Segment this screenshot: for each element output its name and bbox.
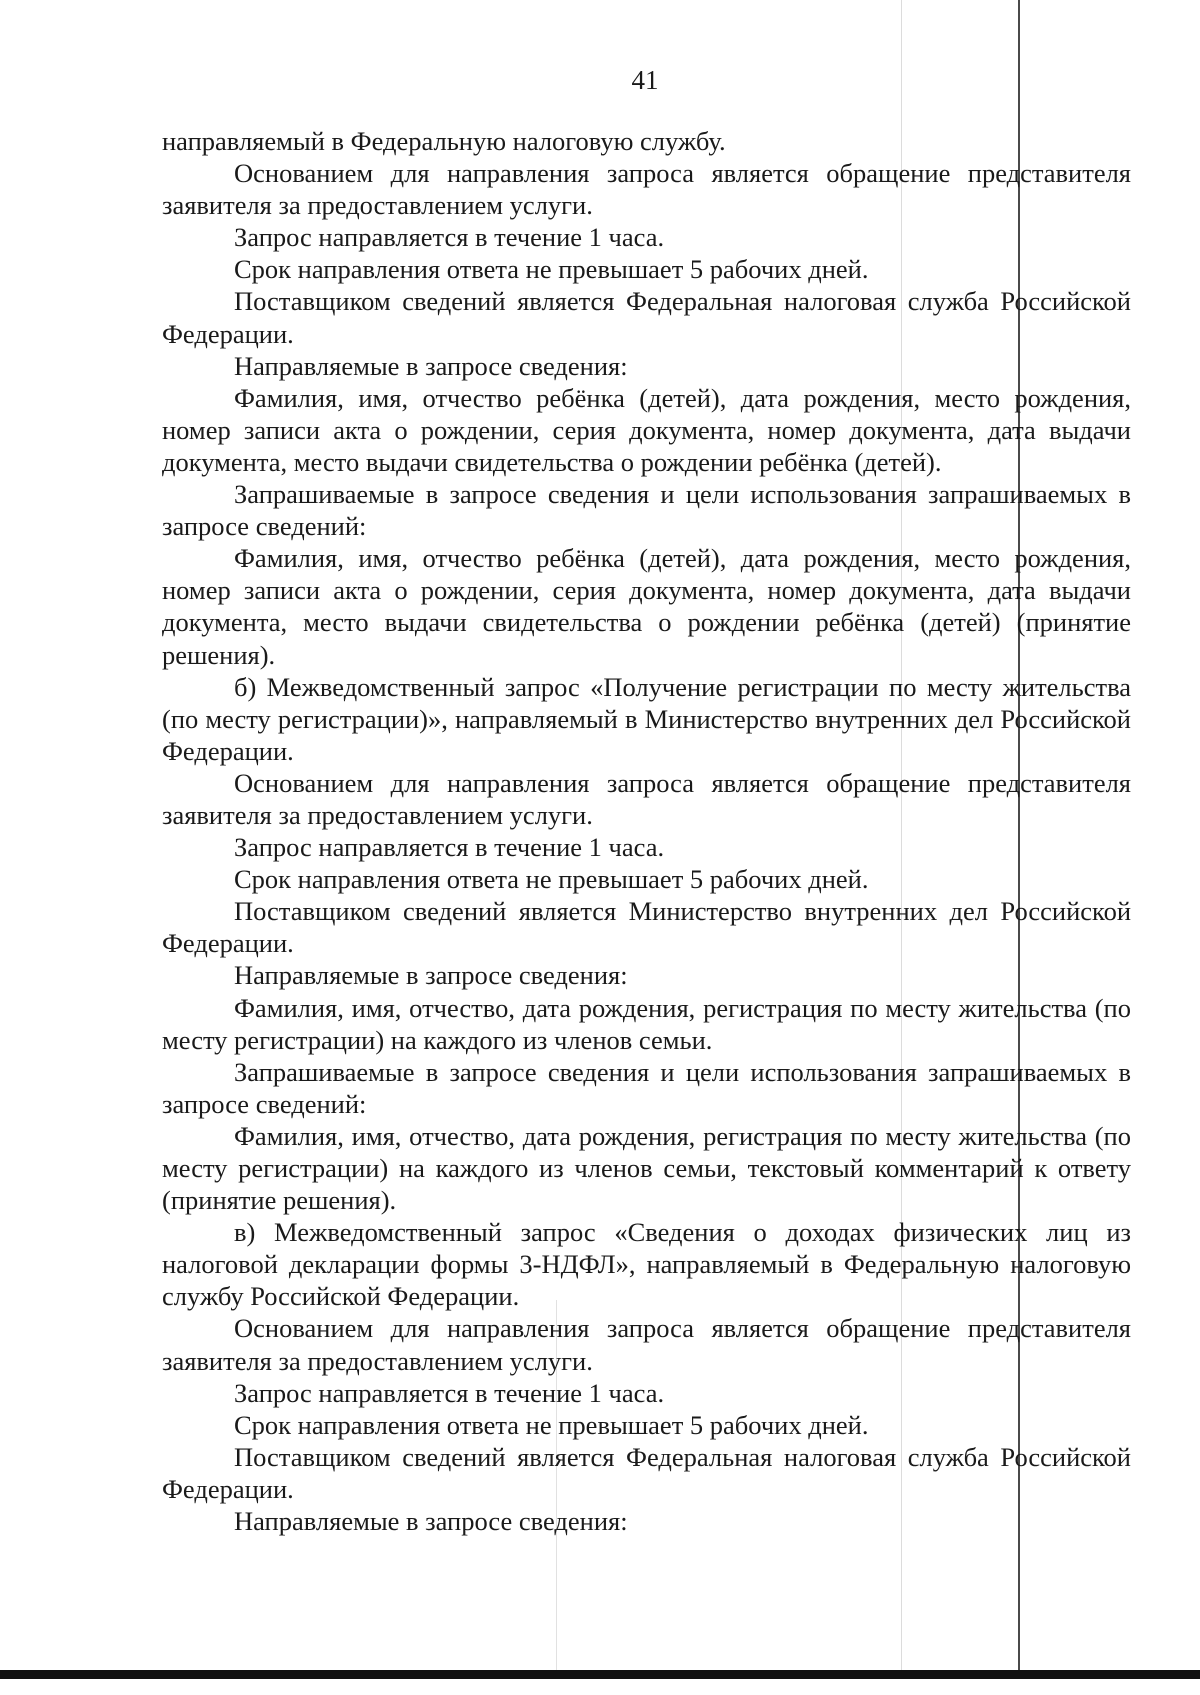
paragraph: Запрос направляется в течение 1 часа. bbox=[234, 832, 665, 863]
paragraph: Поставщиком сведений является Федеральная налоговая служба Российской Федерации. bbox=[162, 1441, 1131, 1504]
paragraph: Направляемые в запросе сведения: bbox=[234, 1506, 628, 1537]
paragraph: Запрашиваемые в запросе сведения и цели использования запрашиваемых в запросе сведений: bbox=[162, 479, 1131, 542]
paragraph: Фамилия, имя, отчество ребёнка (детей), дата рождения, место рождения, номер записи акта о рождении, серия документа, номер документа, дата выдачи документа, место выдачи свидетельства о рождении ребёнка (детей) (принятие решения). bbox=[162, 543, 1131, 670]
page-number: 41 bbox=[631, 65, 659, 95]
paragraph: Направляемые в запросе сведения: bbox=[234, 960, 628, 991]
paragraph: б) Межведомственный запрос «Получение регистрации по месту жительства (по месту регистрации)», направляемый в Министерство внутренних дел Российской Федерации. bbox=[162, 671, 1131, 766]
scan-border bbox=[0, 1670, 1200, 1679]
paragraph: Поставщиком сведений является Министерство внутренних дел Российской Федерации. bbox=[162, 896, 1131, 959]
paragraph: Срок направления ответа не превышает 5 рабочих дней. bbox=[234, 864, 869, 895]
document-body bbox=[162, 125, 1131, 1537]
paragraph: Основанием для направления запроса является обращение представителя заявителя за предоставлением услуги. bbox=[162, 158, 1131, 221]
paragraph: Поставщиком сведений является Федеральная налоговая служба Российской Федерации. bbox=[162, 286, 1131, 349]
paragraph: Запрашиваемые в запросе сведения и цели использования запрашиваемых в запросе сведений: bbox=[162, 1056, 1131, 1119]
paragraph: Фамилия, имя, отчество ребёнка (детей), дата рождения, место рождения, номер записи акта о рождении, серия документа, номер документа, дата выдачи документа, место выдачи свидетельства о рождении ребёнка (детей). bbox=[162, 382, 1131, 477]
paragraph: в) Межведомственный запрос «Сведения о доходах физических лиц из налоговой декларации формы 3-НДФЛ», направляемый в Федеральную налоговую службу Российской Федерации. bbox=[162, 1217, 1131, 1312]
paragraph: Запрос направляется в течение 1 часа. bbox=[234, 222, 665, 253]
paragraph: Срок направления ответа не превышает 5 рабочих дней. bbox=[234, 254, 869, 285]
paragraph: Направляемые в запросе сведения: bbox=[234, 350, 628, 381]
paragraph: Срок направления ответа не превышает 5 рабочих дней. bbox=[234, 1409, 869, 1440]
paragraph: Фамилия, имя, отчество, дата рождения, регистрация по месту жительства (по месту регистрации) на каждого из членов семьи, текстовый комментарий к ответу (принятие решения). bbox=[162, 1120, 1131, 1216]
paragraph: Основанием для направления запроса является обращение представителя заявителя за предоставлением услуги. bbox=[162, 767, 1131, 830]
paragraph: направляемый в Федеральную налоговую службу. bbox=[162, 126, 726, 156]
paragraph: Фамилия, имя, отчество, дата рождения, регистрация по месту жительства (по месту регистрации) на каждого из членов семьи. bbox=[162, 992, 1131, 1055]
paragraph: Запрос направляется в течение 1 часа. bbox=[234, 1377, 665, 1408]
paragraph: Основанием для направления запроса является обращение представителя заявителя за предоставлением услуги. bbox=[162, 1313, 1131, 1376]
